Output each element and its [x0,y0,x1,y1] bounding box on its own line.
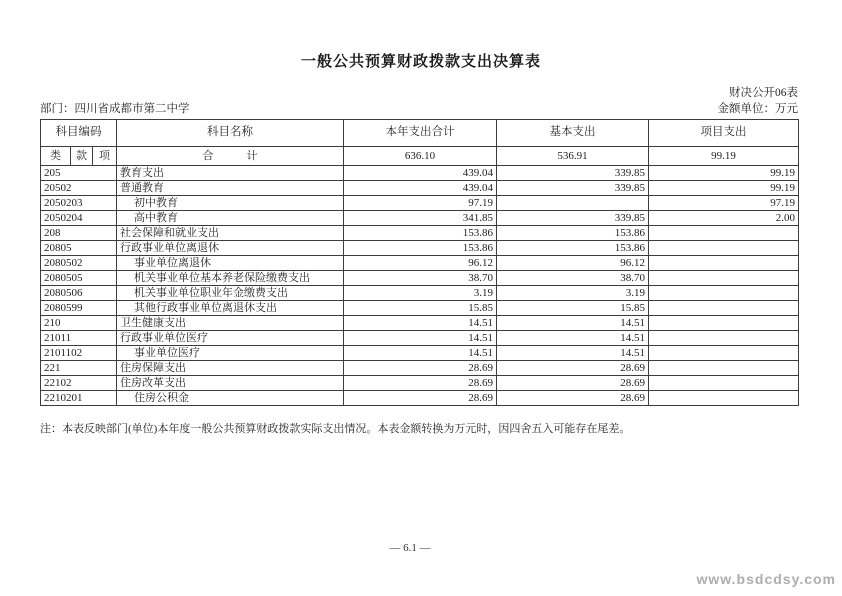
subject-code-cell: 2080505 [41,271,117,286]
table-row [41,256,799,271]
total-expenditure-cell: 14.51 [344,331,497,346]
project-expenditure-cell [649,226,799,241]
project-expenditure-cell [649,376,799,391]
subject-name-cell: 行政事业单位离退休 [117,241,344,256]
grand-total-project: 99.19 [649,147,799,166]
project-expenditure-cell [649,316,799,331]
subject-code-cell: 20502 [41,181,117,196]
subject-name-cell: 行政事业单位医疗 [117,331,344,346]
basic-expenditure-cell: 339.85 [497,211,649,226]
form-code-label: 财决公开06表 [729,87,798,99]
table-row [41,241,799,256]
total-expenditure-cell: 341.85 [344,211,497,226]
subject-name-cell: 社会保障和就业支出 [117,226,344,241]
table-body [41,166,799,406]
header-subject-name: 科目名称 [117,120,344,147]
subject-code-cell: 210 [41,316,117,331]
subject-code-cell: 2050204 [41,211,117,226]
subheader-row [41,147,799,166]
subject-code-cell: 2050203 [41,196,117,211]
total-expenditure-cell: 28.69 [344,376,497,391]
subject-name-cell: 机关事业单位基本养老保险缴费支出 [117,271,344,286]
basic-expenditure-cell: 96.12 [497,256,649,271]
subheader-class: 类 [41,147,71,166]
subject-code-cell: 2080506 [41,286,117,301]
header-total-expenditure: 本年支出合计 [344,120,497,147]
subject-code-cell: 22102 [41,376,117,391]
basic-expenditure-cell: 14.51 [497,331,649,346]
header-basic-expenditure: 基本支出 [497,120,649,147]
project-expenditure-cell: 99.19 [649,181,799,196]
table-row [41,271,799,286]
basic-expenditure-cell: 14.51 [497,316,649,331]
project-expenditure-cell [649,331,799,346]
total-expenditure-cell: 28.69 [344,361,497,376]
subject-code-cell: 2210201 [41,391,117,406]
subject-name-cell: 机关事业单位职业年金缴费支出 [117,286,344,301]
total-expenditure-cell: 28.69 [344,391,497,406]
table-row [41,361,799,376]
subject-name-cell: 事业单位离退休 [117,256,344,271]
project-expenditure-cell [649,286,799,301]
total-expenditure-cell: 14.51 [344,316,497,331]
subject-name-cell: 普通教育 [117,181,344,196]
subject-code-cell: 208 [41,226,117,241]
subject-code-cell: 2080599 [41,301,117,316]
subject-name-cell: 住房改革支出 [117,376,344,391]
subject-code-cell: 205 [41,166,117,181]
department-label: 部门：四川省成都市第二中学 [40,103,190,115]
subject-name-cell: 住房公积金 [117,391,344,406]
basic-expenditure-cell: 28.69 [497,376,649,391]
account-table [40,119,799,406]
page-number: — 6.1 — [389,542,431,554]
total-expenditure-cell: 439.04 [344,181,497,196]
subject-name-cell: 高中教育 [117,211,344,226]
basic-expenditure-cell: 15.85 [497,301,649,316]
total-expenditure-cell: 153.86 [344,226,497,241]
total-expenditure-cell: 38.70 [344,271,497,286]
subject-name-cell: 教育支出 [117,166,344,181]
basic-expenditure-cell [497,196,649,211]
total-expenditure-cell: 97.19 [344,196,497,211]
subject-code-cell: 20805 [41,241,117,256]
project-expenditure-cell: 99.19 [649,166,799,181]
grand-total-basic: 536.91 [497,147,649,166]
total-expenditure-cell: 3.19 [344,286,497,301]
project-expenditure-cell [649,301,799,316]
subject-name-cell: 卫生健康支出 [117,316,344,331]
subject-code-cell: 221 [41,361,117,376]
subject-code-cell: 2101102 [41,346,117,361]
amount-unit-label: 金额单位：万元 [717,103,798,115]
table-row [41,286,799,301]
total-expenditure-cell: 153.86 [344,241,497,256]
project-expenditure-cell [649,241,799,256]
subject-name-cell: 住房保障支出 [117,361,344,376]
table-row [41,226,799,241]
total-expenditure-cell: 15.85 [344,301,497,316]
project-expenditure-cell [649,361,799,376]
project-expenditure-cell [649,271,799,286]
subheader-section: 款 [71,147,93,166]
table-row [41,166,799,181]
basic-expenditure-cell: 28.69 [497,391,649,406]
project-expenditure-cell [649,346,799,361]
basic-expenditure-cell: 14.51 [497,346,649,361]
subject-name-cell: 其他行政事业单位离退休支出 [117,301,344,316]
total-expenditure-cell: 96.12 [344,256,497,271]
table-row [41,331,799,346]
grand-total-label: 合 计 [117,147,344,166]
table-row [41,316,799,331]
total-expenditure-cell: 14.51 [344,346,497,361]
basic-expenditure-cell: 28.69 [497,361,649,376]
meta-line [40,100,798,116]
basic-expenditure-cell: 339.85 [497,166,649,181]
table-row [41,211,799,226]
basic-expenditure-cell: 153.86 [497,226,649,241]
table-row [41,391,799,406]
basic-expenditure-cell: 38.70 [497,271,649,286]
project-expenditure-cell: 2.00 [649,211,799,226]
footnote: 注：本表反映部门(单位)本年度一般公共预算财政拨款实际支出情况。本表金额转换为万元时，因四舍五入可能存在尾差。 [40,423,631,435]
total-expenditure-cell: 439.04 [344,166,497,181]
table-row [41,376,799,391]
header-project-expenditure: 项目支出 [649,120,799,147]
header-row [41,120,799,147]
table-row [41,301,799,316]
subject-name-cell: 初中教育 [117,196,344,211]
table-row [41,346,799,361]
header-subject-code: 科目编码 [41,120,117,147]
project-expenditure-cell [649,391,799,406]
subject-code-cell: 2080502 [41,256,117,271]
subheader-item: 项 [93,147,117,166]
project-expenditure-cell: 97.19 [649,196,799,211]
subject-name-cell: 事业单位医疗 [117,346,344,361]
basic-expenditure-cell: 339.85 [497,181,649,196]
basic-expenditure-cell: 153.86 [497,241,649,256]
table-row [41,196,799,211]
grand-total-total: 636.10 [344,147,497,166]
watermark: www.bsdcdsy.com [696,571,836,587]
basic-expenditure-cell: 3.19 [497,286,649,301]
subject-code-cell: 21011 [41,331,117,346]
project-expenditure-cell [649,256,799,271]
page-title: 一般公共预算财政拨款支出决算表 [300,53,541,70]
table-row [41,181,799,196]
